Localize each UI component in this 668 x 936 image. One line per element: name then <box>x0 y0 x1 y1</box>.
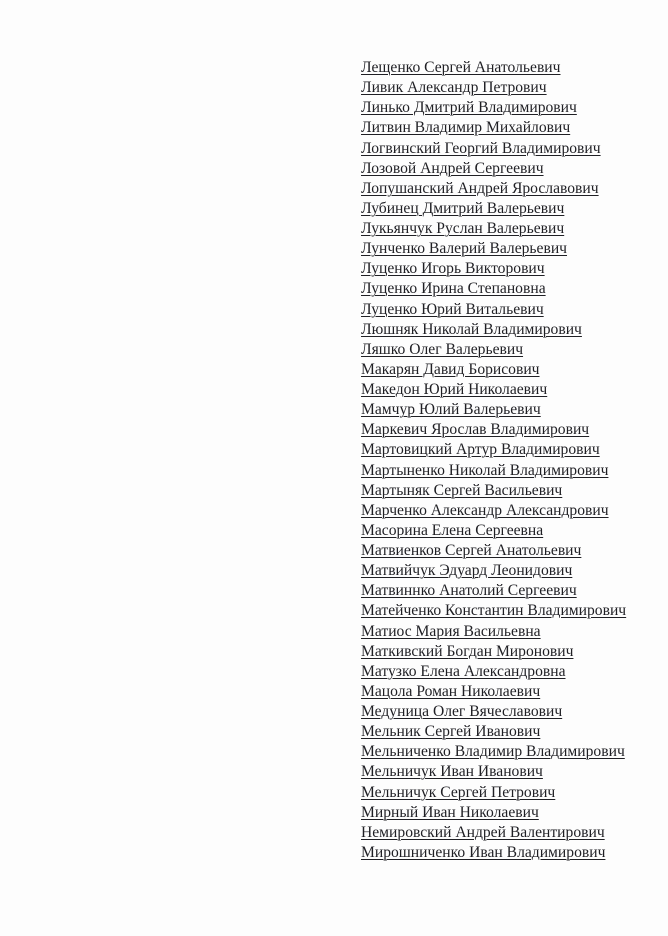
list-item <box>361 521 626 541</box>
person-name: Мацола Роман Николаевич <box>361 682 541 700</box>
list-item <box>361 380 626 400</box>
person-name: Матиос Мария Васильевна <box>361 622 541 640</box>
person-name: Маткивский Богдан Миронович <box>361 642 574 660</box>
person-name: Ливик Александр Петрович <box>361 79 547 97</box>
list-item <box>361 622 626 642</box>
person-name: Марченко Александр Александрович <box>361 501 609 519</box>
list-item <box>361 662 626 682</box>
list-item <box>361 78 626 98</box>
person-name: Македон Юрий Николаевич <box>361 381 548 398</box>
person-name: Мирный Иван Николаевич <box>361 803 539 821</box>
list-item <box>361 259 626 279</box>
list-item <box>361 581 626 601</box>
person-name: Мамчур Юлий Валерьевич <box>361 401 541 419</box>
person-name: Люшняк Николай Владимирович <box>361 320 582 338</box>
list-item <box>361 179 626 199</box>
person-name: Ляшко Олег Валерьевич <box>361 340 524 358</box>
person-name: Луценко Игорь Викторович <box>361 260 545 278</box>
list-item <box>361 642 626 662</box>
person-name: Мельничук Сергей Петрович <box>361 783 556 801</box>
person-name: Матвиенков Сергей Анатольевич <box>361 542 582 559</box>
person-name: Логвинский Георгий Владимирович <box>361 139 601 157</box>
person-name: Матвиннко Анатолий Сергеевич <box>361 582 577 600</box>
list-item <box>361 420 626 440</box>
list-item <box>361 360 626 380</box>
person-name: Луценко Ирина Степановна <box>361 280 546 298</box>
person-name: Масорина Елена Сергеевна <box>361 521 544 539</box>
list-item <box>361 481 626 501</box>
list-item <box>361 219 626 239</box>
list-item <box>361 561 626 581</box>
person-name: Мельничук Иван Иванович <box>361 763 543 781</box>
person-name: Лукьянчук Руслан Валерьевич <box>361 220 565 237</box>
list-item <box>361 400 626 420</box>
list-item <box>361 762 626 782</box>
person-name: Мартыняк Сергей Васильевич <box>361 481 563 499</box>
list-item <box>361 501 626 521</box>
person-name: Мельник Сергей Иванович <box>361 723 541 741</box>
person-name: Матейченко Константин Владимирович <box>361 602 627 620</box>
list-item <box>361 300 626 320</box>
person-name: Мирошниченко Иван Владимирович <box>361 843 606 861</box>
person-name: Лопушанский Андрей Ярославович <box>361 179 599 197</box>
person-name: Мартыненко Николай Владимирович <box>361 461 609 479</box>
person-name: Немировский Андрей Валентирович <box>361 823 605 841</box>
list-item <box>361 320 626 340</box>
person-name: Лозовой Андрей Сергеевич <box>361 159 544 177</box>
list-item <box>361 440 626 460</box>
list-item <box>361 118 626 138</box>
list-item <box>361 199 626 219</box>
list-item <box>361 139 626 159</box>
person-name: Лещенко Сергей Анатольевич <box>361 59 561 76</box>
list-item <box>361 722 626 742</box>
names-list <box>361 58 626 863</box>
person-name: Маркевич Ярослав Владимирович <box>361 421 590 439</box>
list-item <box>361 742 626 762</box>
person-name: Макарян Давид Борисович <box>361 360 540 378</box>
list-item <box>361 461 626 481</box>
list-item <box>361 702 626 722</box>
person-name: Лубинец Дмитрий Валерьевич <box>361 199 565 217</box>
person-name: Матузко Елена Александровна <box>361 662 566 680</box>
person-name: Линько Дмитрий Владимирович <box>361 99 577 117</box>
person-name: Матвийчук Эдуард Леонидович <box>361 562 573 580</box>
list-item <box>361 783 626 803</box>
list-item <box>361 682 626 702</box>
list-item <box>361 58 626 78</box>
list-item <box>361 823 626 843</box>
list-item <box>361 843 626 863</box>
list-item <box>361 541 626 561</box>
person-name: Мельниченко Владимир Владимирович <box>361 743 625 761</box>
person-name: Луценко Юрий Витальевич <box>361 300 544 318</box>
person-name: Медуница Олег Вячеславович <box>361 703 563 720</box>
list-item <box>361 601 626 621</box>
list-item <box>361 98 626 118</box>
person-name: Мартовицкий Артур Владимирович <box>361 441 600 459</box>
list-item <box>361 239 626 259</box>
person-name: Лунченко Валерий Валерьевич <box>361 240 568 258</box>
list-item <box>361 340 626 360</box>
list-item <box>361 279 626 299</box>
list-item <box>361 803 626 823</box>
person-name: Литвин Владимир Михайлович <box>361 119 571 137</box>
list-item <box>361 159 626 179</box>
